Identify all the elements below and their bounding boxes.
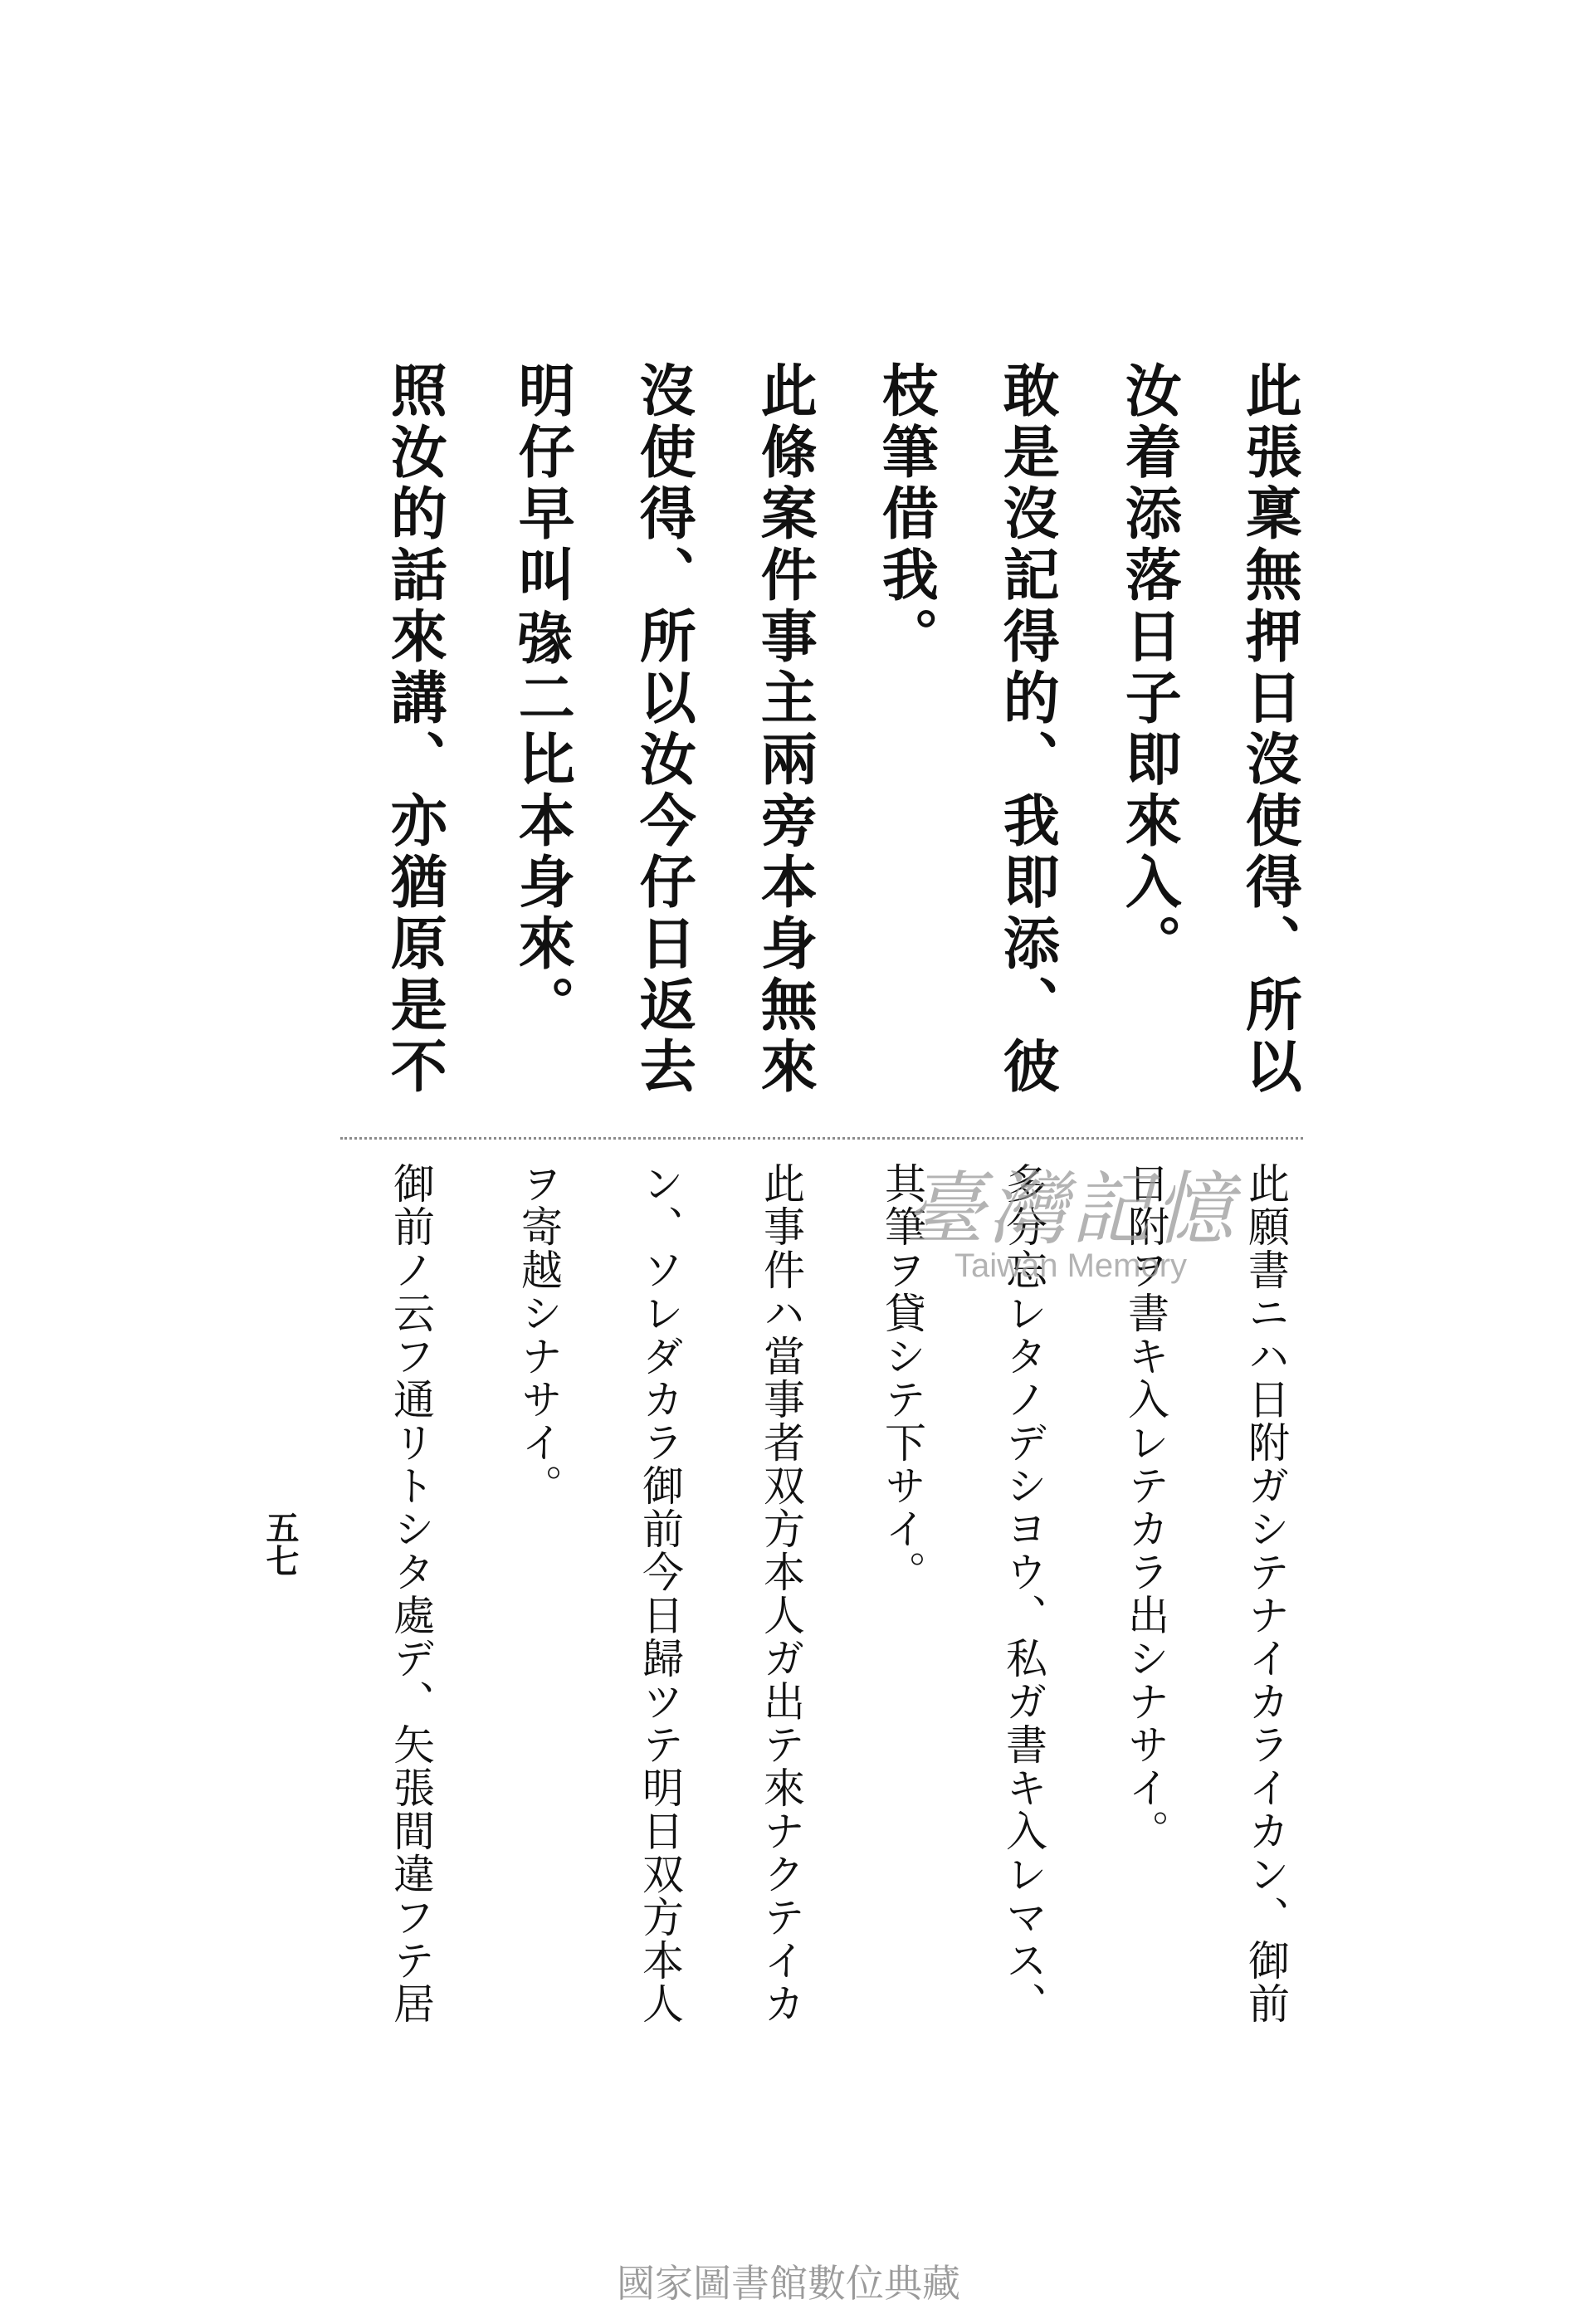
- taiwanese-column-8: 照汝的話來講、亦猶原是不: [381, 361, 448, 1098]
- japanese-column-2: 日附ヲ書キ入レテカラ出シナサイ。: [1121, 1162, 1169, 1853]
- watermark-sub-text: Taiwan Memory: [954, 1247, 1188, 1284]
- japanese-column-7: ヲ寄越シナサイ。: [515, 1162, 563, 1507]
- watermark-main-text: 臺灣記憶: [905, 1163, 1237, 1256]
- page-number: 五七: [261, 1511, 300, 1577]
- taiwanese-column-5: 此條案件事主兩旁本身無來: [751, 361, 818, 1098]
- japanese-column-4: 其筆ヲ貸シテ下サイ。: [878, 1162, 926, 1594]
- taiwanese-column-6: 沒使得、所以汝今仔日返去: [630, 361, 697, 1098]
- japanese-column-1: 此願書ニハ日附ガシテナイカライカン、御前: [1242, 1162, 1290, 2025]
- taiwanese-column-7: 明仔早叫𢐄二比本身來。: [509, 361, 576, 1037]
- watermark-logo: [838, 1163, 1303, 1285]
- taiwanese-column-3: 敢是沒記得的、我即添、彼: [994, 361, 1061, 1098]
- japanese-column-3: 多分忘レタノデシヨウ、私ガ書キ入レマス、: [999, 1162, 1047, 2025]
- archive-footer: 國家圖書館數位典藏: [617, 2261, 960, 2306]
- section-divider: [340, 1137, 1303, 1140]
- taiwanese-column-1: 此張稟無押日沒使得、所以: [1236, 361, 1303, 1098]
- japanese-column-8: 御前ノ云フ通リトシタ處デ、矢張間違フテ居: [387, 1162, 435, 2025]
- taiwanese-column-4: 枝筆借我。: [872, 361, 940, 668]
- taiwanese-column-2: 汝着添落日子即來入。: [1116, 361, 1183, 975]
- japanese-column-6: ン、ソレダカラ御前今日歸ツテ明日双方本人: [636, 1162, 684, 2025]
- japanese-column-5: 此事件ハ當事者双方本人ガ出テ來ナクテイカ: [757, 1162, 805, 2025]
